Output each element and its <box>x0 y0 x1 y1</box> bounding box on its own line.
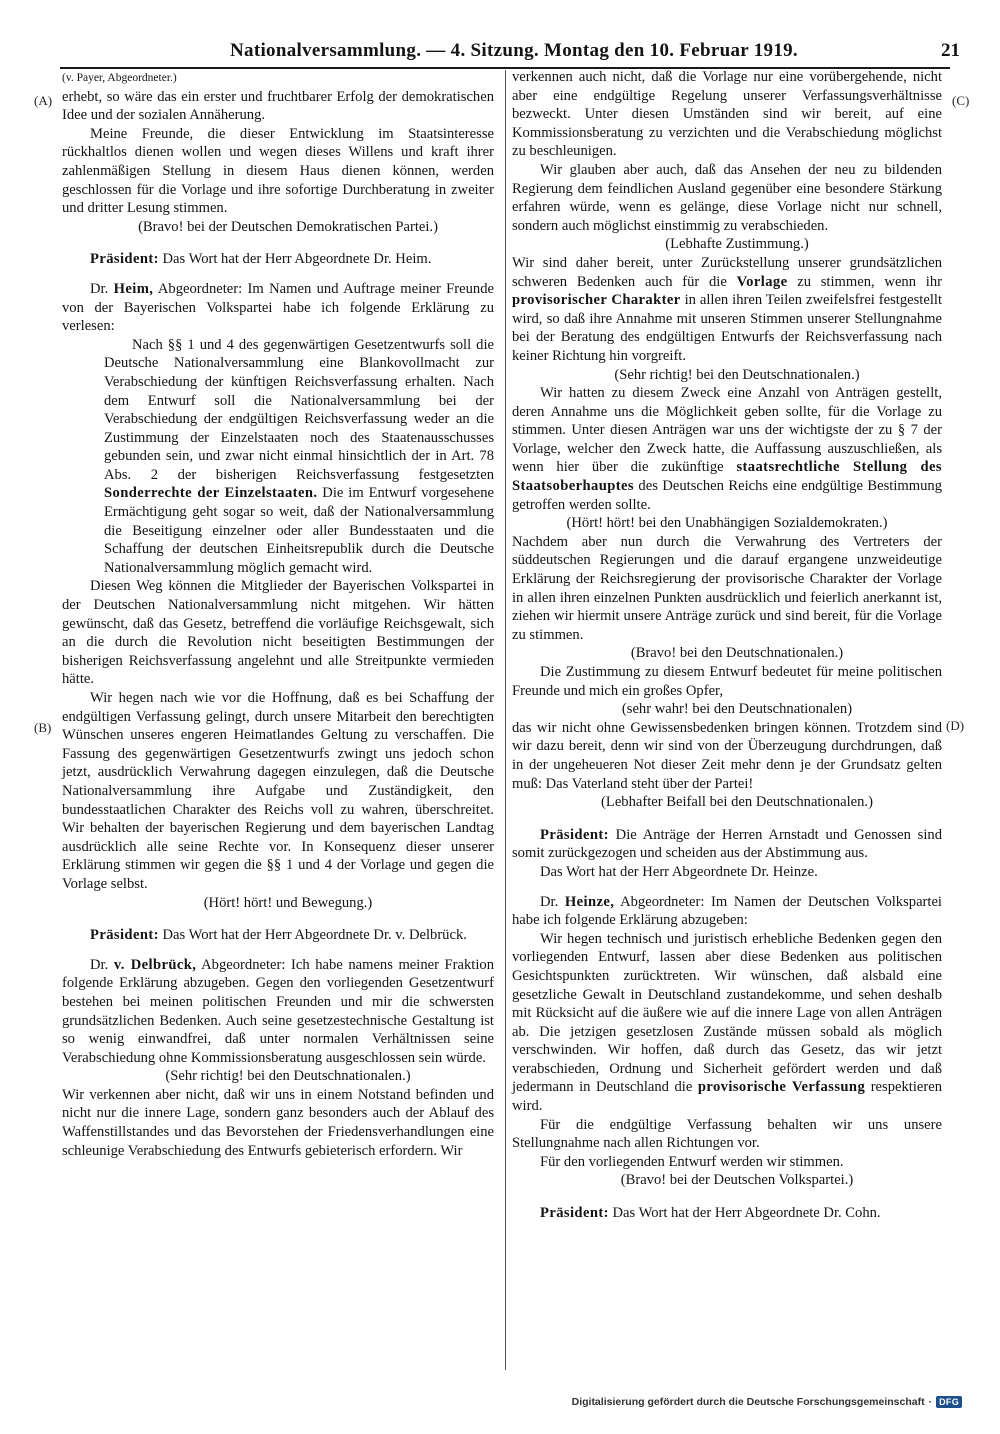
margin-mark-b: (B) <box>34 720 52 735</box>
paragraph: verkennen auch nicht, daß die Vorlage nur eine vorübergehende, nicht aber eine endgültige Regelung unserer Verfassungsverhältnisse bezweckt. Unter diesen Umständen sind wir bereit, auf eine Kommissionsberatung zu verzichten und die Verabschiedung möglichst zu beschleunigen. <box>512 69 942 160</box>
page-header <box>60 38 960 68</box>
interjection: (Hört! hört! bei den Unabhängigen Sozialdemokraten.) <box>566 515 888 532</box>
paragraph: erhebt, so wäre das ein erster und fruchtbarer Erfolg der demokratischen Idee und der sozialen Annäherung. <box>62 88 494 124</box>
right-column <box>512 68 942 1223</box>
interjection: (Lebhafte Zustimmung.) <box>665 236 809 253</box>
header-title: Nationalversammlung. — 4. Sitzung. Montag den 10. Februar 1919. <box>230 40 798 61</box>
paragraph: Wir glauben aber auch, daß das Ansehen der neu zu bildenden Regierung dem feindlichen Ausland gegenüber eine besondere Stärkung erfahren würde, wenn es gelänge, diese Vorlage nicht nur schnell, sondern auch möglichst einstimmig zu verabschieden. <box>512 161 942 234</box>
declaration-quote: Nach §§ 1 und 4 des gegenwärtigen Gesetzentwurfs soll die Deutsche Nationalversammlung eine Blankovollmacht zur Verabschiedung der künftigen Reichsverfassung erhalten. Nach dem Entwurf soll die Nationalversammlung bei der Verabschiedung der endgültigen Reichsverfassung weder an die Zustimmung der Einzelstaaten noch des Staatenausschusses gebunden sein, und zwar nicht einmal hinsichtlich der in Art. 78 Abs. 2 der bisherigen Reichsverfassung festgesetzten Sonderrechte der Einzelstaaten. Die im Entwurf vorgesehene Ermächtigung geht sogar so weit, daß der Nationalversammlung die Beseitigung einzelner oder aller Bundesstaaten und die Schaffung der deutschen Einheitsrepublik durch die Deutsche Nationalversammlung möglich gemacht wird. <box>104 336 494 576</box>
margin-mark-d: (D) <box>946 718 965 733</box>
interjection: (Bravo! bei der Deutschen Volkspartei.) <box>620 1172 854 1189</box>
interjection: (Bravo! bei den Deutschnationalen.) <box>630 645 844 662</box>
president-remark: Präsident: Das Wort hat der Herr Abgeordnete Dr. Cohn. <box>540 1205 881 1222</box>
margin-mark-a: (A) <box>34 93 53 108</box>
speech-opening: Dr. Heinze, Abgeordneter: Im Namen der Deutschen Volkspartei habe ich folgende Erklärung abzugeben: <box>512 893 942 929</box>
paragraph: Diesen Weg können die Mitglieder der Bayerischen Volkspartei in der Deutschen Nationalversammlung nicht mitgehen. Wir hätten gewünscht, daß das Gesetz, betreffend die vorläufige Reichsgewalt, sich an die durch die Revolution nicht beseitigten Bestimmungen der bisherigen Reichsverfassung angelehnt und alle Streitpunkte vermieden hätte. <box>62 578 494 688</box>
president-remark: Präsident: Die Anträge der Herren Arnstadt und Genossen sind somit zurückgezogen und scheiden aus der Abstimmung aus. <box>512 826 942 862</box>
paragraph: Wir sind daher bereit, unter Zurückstellung unserer grundsätzlichen schweren Bedenken auch für die Vorlage zu stimmen, wenn ihr provisorischer Charakter in allen ihren Teilen zweifelsfrei festgestellt wird, so daß ihre Annahme mit unseren Stimmen unserer Stellungnahme bei der Beratung des endgültigen Entwurfs der Reichsverfassung nach keiner Richtung hin vorgreift. <box>512 254 942 364</box>
page-number: 21 <box>941 40 960 61</box>
paragraph: Wir hegen nach wie vor die Hoffnung, daß es bei Schaffung der endgültigen Verfassung gelingt, durch unsere Mitarbeit den berechtigten Wünschen unseres engeren Heimatlandes Geltung zu verschaffen. Die Fassung des gegenwärtigen Gesetzentwurfs zwingt uns jedoch schon jetzt, ausdrücklich Verwahrung dagegen einzulegen, daß die Deutsche Nationalversammlung ihre Aufgabe und Zuständigkeit, den bundesstaatlichen Charakter des Reichs voll zu wahren, überschreitet. Wir behalten der bayerischen Regierung und dem bayerischen Landtag ausdrücklich alle seine Rechte vor. In Konsequenz dieser unserer Erklärung stimmen wir gegen die §§ 1 und 4 der Vorlage und gegen die Vorlage selbst. <box>62 690 494 892</box>
paragraph: Für den vorliegenden Entwurf werden wir stimmen. <box>540 1153 844 1170</box>
dfg-logo-icon: DFG <box>936 1396 962 1408</box>
interjection: (sehr wahr! bei den Deutschnationalen) <box>621 701 853 718</box>
paragraph: Für die endgültige Verfassung behalten wir uns unsere Stellungnahme nach allen Richtungen vor. <box>512 1116 942 1152</box>
speech-opening: Dr. v. Delbrück, Abgeordneter: Ich habe namens meiner Fraktion folgende Erklärung abzugeben. Gegen den vorliegenden Gesetzentwurf bestehen bei meinen politischen Freunden und mir die schwersten grundsätzlichen Bedenken. Auch seine gesetzestechnische Gestaltung ist so wenig einwandfrei, daß unter normalen Verhältnissen seine Verabschiedung ohne Kommissionsberatung ausgeschlossen sein würde. <box>62 956 495 1066</box>
paragraph: Meine Freunde, die dieser Entwicklung im Staatsinteresse rückhaltlos dienen wollen und wegen dieses Willens und kraft ihrer zahlenmäßigen Stellung in diesem Haus dienen können, werden geschlossen für die Vorlage und ihre sofortige Durchberatung in zweiter und dritter Lesung stimmen. <box>62 125 494 217</box>
president-remark: Präsident: Das Wort hat der Herr Abgeordnete Dr. v. Delbrück. <box>90 927 467 944</box>
paragraph: Wir hatten zu diesem Zweck eine Anzahl von Anträgen gestellt, deren Annahme uns die Möglichkeit geben sollte, für die Vorlage zu stimmen. Unter diesen Anträgen war uns der wichtigste der zu § 7 der Vorlage, welcher den Zweck hatte, die Auffassung auszuschließen, als wenn hier über die zukünftige staatsrechtliche Stellung des Staatsoberhauptes des Deutschen Reichs eine endgültige Bestimmung getroffen werden sollte. <box>512 385 943 513</box>
paragraph: Wir verkennen aber nicht, daß wir uns in einem Notstand befinden und nicht nur die innere Lage, sondern ganz besonders auch der Ablauf des Waffenstillstandes und das Bevorstehen der Friedensverhandlungen eine schleunige Verabschiedung des Entwurfs gebieterisch erfordern. Wir <box>62 1086 494 1159</box>
speech-opening: Dr. Heim, Abgeordneter: Im Namen und Auftrage meiner Freunde von der Bayerischen Volkspartei habe ich folgende Erklärung zu verlesen: <box>62 280 494 335</box>
footer-credit: Digitalisierung gefördert durch die Deutsche Forschungsgemeinschaft · DFG <box>572 1396 962 1408</box>
paragraph: Das Wort hat der Herr Abgeordnete Dr. Heinze. <box>540 863 818 880</box>
interjection: (Bravo! bei der Deutschen Demokratischen Partei.) <box>138 218 438 235</box>
interjection: (Sehr richtig! bei den Deutschnationalen.) <box>165 1068 411 1085</box>
column-divider <box>505 70 506 1370</box>
paragraph: Wir hegen technisch und juristisch erhebliche Bedenken gegen den vorliegenden Entwurf, lassen aber diese Bedenken aus politischen Gesichtspunkten zurücktreten. Wir wünschen, daß alsbald eine gesetzliche Gewalt in Deutschland zustandekomme, und sehen deshalb mit Rücksicht auf die äußere wie auf die innere Lage von allen Anträgen ab. Die jetzigen gesetzlosen Zustände müssen sobald als möglich verschwinden. Wir hoffen, daß durch das Gesetz, das wir jetzt verabschieden, Ordnung und Sicherheit gefördert werden und daß jedermann in Deutschland die provisorische Verfassung respektieren wird. <box>512 930 942 1115</box>
paragraph: das wir nicht ohne Gewissensbedenken bringen können. Trotzdem sind wir dazu bereit, denn wir sind von der Überzeugung durchdrungen, daß in der ungeheueren Not dieser Zeit mehr denn je der Grundsatz gelten muß: Das Vaterland steht über der Partei! <box>512 719 942 792</box>
paragraph: Die Zustimmung zu diesem Entwurf bedeutet für meine politischen Freunde und mich ein großes Opfer, <box>512 664 942 699</box>
president-remark: Präsident: Das Wort hat der Herr Abgeordnete Dr. Heim. <box>90 251 432 268</box>
margin-mark-c: (C) <box>952 93 970 108</box>
paragraph: Nachdem aber nun durch die Verwahrung des Vertreters der süddeutschen Regierungen und die darauf ergangene unzweideutige Erklärung der Reichsregierung der provisorische Charakter der Vorlage in allen ihren einzelnen Punkten ausdrücklich und feierlich anerkannt ist, ziehen wir hiermit unsere Anträge zurück und sind bereit, für die Vorlage zu stimmen. <box>512 533 942 643</box>
footer-text: Digitalisierung gefördert durch die Deutsche Forschungsgemeinschaft <box>571 1396 925 1408</box>
interjection: (Hört! hört! und Bewegung.) <box>203 894 373 911</box>
speaker-continuation: (v. Payer, Abgeordneter.) <box>62 72 177 84</box>
interjection: (Lebhafter Beifall bei den Deutschnationalen.) <box>601 794 873 811</box>
left-column <box>62 68 494 1160</box>
interjection: (Sehr richtig! bei den Deutschnationalen.) <box>614 366 860 383</box>
